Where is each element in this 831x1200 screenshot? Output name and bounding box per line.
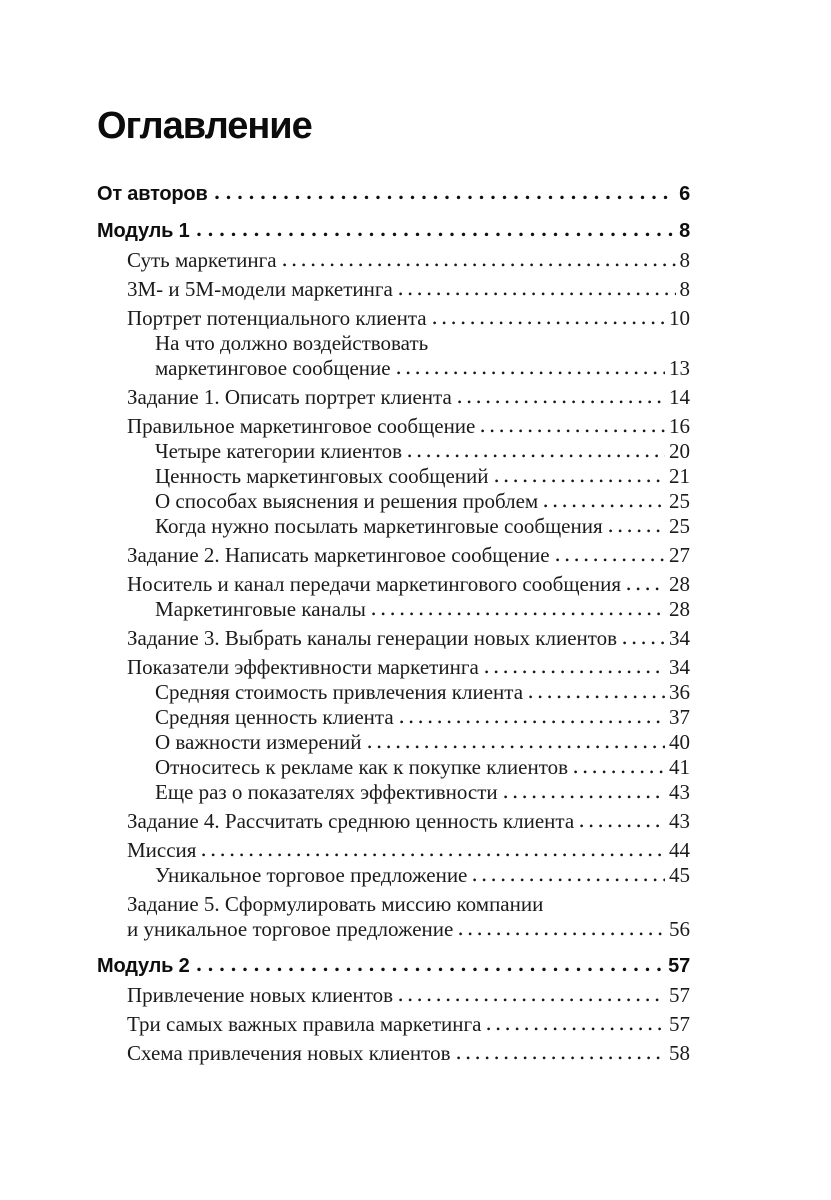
toc-row bbox=[97, 514, 690, 539]
toc-entry-page-number: 6 bbox=[679, 183, 690, 205]
toc-entry-label: Миссия bbox=[127, 838, 197, 862]
dot-leader bbox=[580, 823, 665, 828]
toc-row bbox=[97, 306, 690, 331]
toc-entry-label: Суть маркетинга bbox=[127, 248, 277, 272]
toc-row bbox=[97, 277, 690, 302]
toc-entry-page-number: 45 bbox=[669, 863, 690, 887]
toc-row bbox=[97, 983, 690, 1008]
toc-entry-page-number: 25 bbox=[669, 489, 690, 513]
dot-leader bbox=[495, 478, 665, 483]
toc-entry-page-number: 27 bbox=[669, 543, 690, 567]
toc-row bbox=[97, 182, 690, 207]
dot-leader bbox=[408, 453, 665, 458]
toc-entry-page-number: 28 bbox=[669, 597, 690, 621]
toc-row bbox=[97, 248, 690, 273]
toc-entry-page-number: 25 bbox=[669, 514, 690, 538]
toc-entry-page-number: 8 bbox=[679, 277, 690, 301]
toc-entry-label: Задание 2. Написать маркетинговое сообщение bbox=[127, 543, 550, 567]
toc-entry-page-number: 57 bbox=[669, 983, 690, 1007]
page-title: Оглавление bbox=[97, 105, 312, 147]
dot-leader bbox=[397, 370, 665, 375]
toc-entry-label: Носитель и канал передачи маркетингового сообщения bbox=[127, 572, 621, 596]
dot-leader bbox=[399, 997, 665, 1002]
dot-leader bbox=[283, 262, 676, 267]
toc-row bbox=[97, 489, 690, 514]
toc-row bbox=[97, 917, 690, 942]
toc-entry-label: Задание 4. Рассчитать среднюю ценность клиента bbox=[127, 809, 575, 833]
dot-leader bbox=[529, 694, 665, 699]
dot-leader bbox=[574, 769, 665, 774]
dot-leader bbox=[623, 640, 665, 645]
dot-leader bbox=[556, 557, 665, 562]
toc-entry-label: Задание 3. Выбрать каналы генерации новых клиентов bbox=[127, 626, 618, 650]
toc-entry-page-number: 43 bbox=[669, 809, 690, 833]
toc-row bbox=[97, 572, 690, 597]
dot-leader bbox=[202, 852, 665, 857]
toc-entry-label: и уникальное торговое предложение bbox=[127, 917, 454, 941]
toc-entry-label: Ценность маркетинговых сообщений bbox=[155, 464, 489, 488]
toc-entry-page-number: 20 bbox=[669, 439, 690, 463]
toc-entry-label: Средняя стоимость привлечения клиента bbox=[155, 680, 524, 704]
toc-entry-label: Показатели эффективности маркетинга bbox=[127, 655, 479, 679]
dot-leader bbox=[504, 794, 665, 799]
toc-entry-label: Когда нужно посылать маркетинговые сообщения bbox=[155, 514, 603, 538]
dot-leader bbox=[487, 1026, 665, 1031]
toc-entry-page-number: 8 bbox=[679, 220, 690, 242]
dot-leader bbox=[485, 669, 665, 674]
dot-leader bbox=[197, 231, 675, 237]
toc-row bbox=[97, 838, 690, 863]
toc-row bbox=[97, 655, 690, 680]
toc-entry-page-number: 36 bbox=[669, 680, 690, 704]
toc-entry-page-number: 40 bbox=[669, 730, 690, 754]
toc-entry-page-number: 56 bbox=[669, 917, 690, 941]
toc-entry-label: Задание 5. Сформулировать миссию компании bbox=[127, 892, 544, 916]
toc-entry-label: Относитесь к рекламе как к покупке клиентов bbox=[155, 755, 569, 779]
dot-leader bbox=[433, 320, 665, 325]
toc-entry-label: На что должно воздействовать bbox=[155, 331, 429, 355]
toc-entry-page-number: 13 bbox=[669, 356, 690, 380]
toc-entry-label: Модуль 2 bbox=[97, 955, 190, 977]
toc-row bbox=[97, 626, 690, 651]
toc-entry-page-number: 58 bbox=[669, 1041, 690, 1065]
dot-leader bbox=[481, 428, 665, 433]
toc-row bbox=[97, 1041, 690, 1066]
toc-entry-label: Средняя ценность клиента bbox=[155, 705, 394, 729]
dot-leader bbox=[197, 966, 664, 972]
toc-row bbox=[97, 680, 690, 705]
toc-entry-page-number: 16 bbox=[669, 414, 690, 438]
toc-row bbox=[97, 1012, 690, 1037]
dot-leader bbox=[372, 611, 665, 616]
dot-leader bbox=[459, 931, 665, 936]
toc-row bbox=[97, 809, 690, 834]
toc-row bbox=[97, 730, 690, 755]
toc-entry-page-number: 21 bbox=[669, 464, 690, 488]
toc-row bbox=[97, 954, 690, 979]
toc-row bbox=[97, 705, 690, 730]
toc-row bbox=[97, 863, 690, 888]
toc-entry-page-number: 37 bbox=[669, 705, 690, 729]
toc-entry-label: Три самых важных правила маркетинга bbox=[127, 1012, 482, 1036]
dot-leader bbox=[399, 291, 676, 296]
toc-row bbox=[97, 543, 690, 568]
toc-row bbox=[97, 892, 690, 917]
toc-entry-page-number: 28 bbox=[669, 572, 690, 596]
toc-entry-label: О важности измерений bbox=[155, 730, 362, 754]
dot-leader bbox=[215, 194, 675, 200]
toc-entry-label: Четыре категории клиентов bbox=[155, 439, 403, 463]
toc-entry-page-number: 8 bbox=[679, 248, 690, 272]
toc-row bbox=[97, 780, 690, 805]
toc-list bbox=[97, 182, 690, 1066]
dot-leader bbox=[473, 877, 665, 882]
toc-entry-label: Маркетинговые каналы bbox=[155, 597, 366, 621]
toc-entry-page-number: 14 bbox=[669, 385, 690, 409]
toc-row bbox=[97, 464, 690, 489]
toc-entry-label: О способах выяснения и решения проблем bbox=[155, 489, 539, 513]
toc-row bbox=[97, 414, 690, 439]
dot-leader bbox=[457, 1055, 666, 1060]
toc-entry-label: Уникальное торговое предложение bbox=[155, 863, 468, 887]
dot-leader bbox=[400, 719, 665, 724]
dot-leader bbox=[368, 744, 665, 749]
dot-leader bbox=[627, 586, 665, 591]
toc-row bbox=[97, 331, 690, 356]
toc-row bbox=[97, 385, 690, 410]
toc-entry-page-number: 41 bbox=[669, 755, 690, 779]
dot-leader bbox=[544, 503, 665, 508]
dot-leader bbox=[609, 528, 665, 533]
toc-entry-page-number: 57 bbox=[668, 955, 690, 977]
dot-leader bbox=[458, 399, 665, 404]
toc-entry-page-number: 10 bbox=[669, 306, 690, 330]
toc-entry-label: Портрет потенциального клиента bbox=[127, 306, 427, 330]
toc-entry-label: Схема привлечения новых клиентов bbox=[127, 1041, 451, 1065]
toc-entry-page-number: 57 bbox=[669, 1012, 690, 1036]
toc-entry-label: маркетинговое сообщение bbox=[155, 356, 391, 380]
toc-row bbox=[97, 439, 690, 464]
toc-row bbox=[97, 755, 690, 780]
toc-row bbox=[97, 356, 690, 381]
toc-entry-label: Правильное маркетинговое сообщение bbox=[127, 414, 476, 438]
toc-entry-label: Модуль 1 bbox=[97, 220, 190, 242]
toc-entry-label: Еще раз о показателях эффективности bbox=[155, 780, 498, 804]
toc-entry-label: Привлечение новых клиентов bbox=[127, 983, 394, 1007]
toc-entry-page-number: 34 bbox=[669, 626, 690, 650]
toc-entry-label: Задание 1. Описать портрет клиента bbox=[127, 385, 452, 409]
toc-entry-page-number: 34 bbox=[669, 655, 690, 679]
toc-entry-page-number: 43 bbox=[669, 780, 690, 804]
toc-entry-page-number: 44 bbox=[669, 838, 690, 862]
toc-row bbox=[97, 219, 690, 244]
toc-entry-label: От авторов bbox=[97, 183, 208, 205]
toc-row bbox=[97, 597, 690, 622]
toc-entry-label: 3М- и 5М-модели маркетинга bbox=[127, 277, 393, 301]
